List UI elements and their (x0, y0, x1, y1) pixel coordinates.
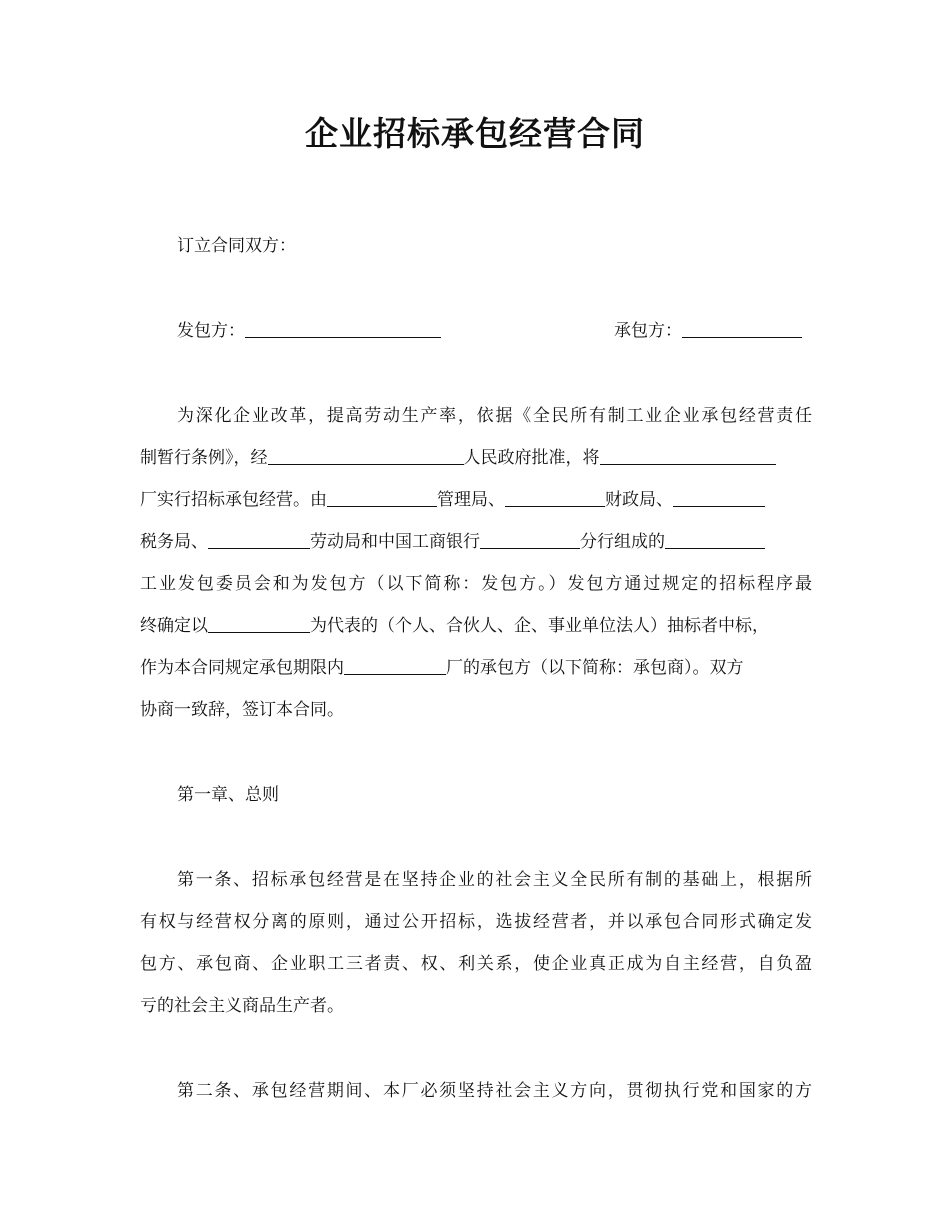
contractor-blank (682, 319, 802, 338)
preamble-line-5: 工业发包委员会和为发包方（以下简称：发包方。）发包方通过规定的招标程序最 (140, 574, 812, 594)
fill-blank (505, 488, 605, 507)
preamble-line-1: 为深化企业改革，提高劳动生产率，依据《全民所有制工业企业承包经营责任 (177, 406, 812, 426)
preamble-text: 终确定以 (140, 616, 208, 636)
fill-blank (673, 488, 765, 507)
fill-blank (344, 656, 446, 675)
preamble-text: 为代表的（个人、合伙人、企、事业单位法人）抽标者中标， (310, 616, 769, 636)
fill-blank (268, 446, 464, 465)
preamble-line-7 (140, 655, 812, 681)
fill-blank (665, 530, 765, 549)
fill-blank (208, 530, 310, 549)
employer-label: 发包方： (177, 321, 245, 341)
preamble-line-3 (140, 487, 812, 513)
fill-blank (208, 614, 310, 633)
preamble-line-4 (140, 529, 812, 555)
preamble-text: 厂的承包方（以下简称：承包商）。双方 (446, 658, 744, 678)
preamble-text: 税务局、 (140, 532, 208, 552)
contractor-label: 承包方： (614, 321, 682, 341)
intro-label: 订立合同双方： (177, 236, 296, 256)
chapter-heading: 第一章、总则 (177, 785, 279, 805)
employer-blank (245, 319, 441, 338)
article-1-line-1: 第一条、招标承包经营是在坚持企业的社会主义全民所有制的基础上，根据所 (177, 870, 812, 890)
fill-blank (480, 530, 580, 549)
fill-blank (600, 446, 776, 465)
preamble-text: 制暂行条例》，经 (140, 448, 268, 468)
article-1-line-2: 有权与经营权分离的原则，通过公开招标，选拔经营者，并以承包合同形式确定发 (140, 912, 812, 932)
article-2-line-1: 第二条、承包经营期间、本厂必须坚持社会主义方向，贯彻执行党和国家的方 (177, 1081, 812, 1101)
preamble-text: 厂实行招标承包经营。由 (140, 490, 327, 510)
preamble-text: 作为本合同规定承包期限内 (140, 658, 344, 678)
fill-blank (327, 488, 437, 507)
document-title: 企业招标承包经营合同 (305, 114, 645, 153)
preamble-line-6 (140, 613, 812, 639)
article-1-line-4: 亏的社会主义商品生产者。 (140, 996, 344, 1016)
preamble-text: 人民政府批准，将 (463, 448, 600, 468)
preamble-text: 财政局、 (605, 490, 673, 510)
preamble-text: 分行组成的 (580, 532, 665, 552)
preamble-text: 劳动局和中国工商银行 (310, 532, 480, 552)
article-1-line-3: 包方、承包商、企业职工三者责、权、利关系，使企业真正成为自主经营，自负盈 (140, 954, 812, 974)
preamble-text: 管理局、 (437, 490, 505, 510)
contractor-line (614, 318, 802, 344)
preamble-line-8: 协商一致辞，签订本合同。 (140, 700, 344, 720)
preamble-line-2 (140, 445, 812, 471)
